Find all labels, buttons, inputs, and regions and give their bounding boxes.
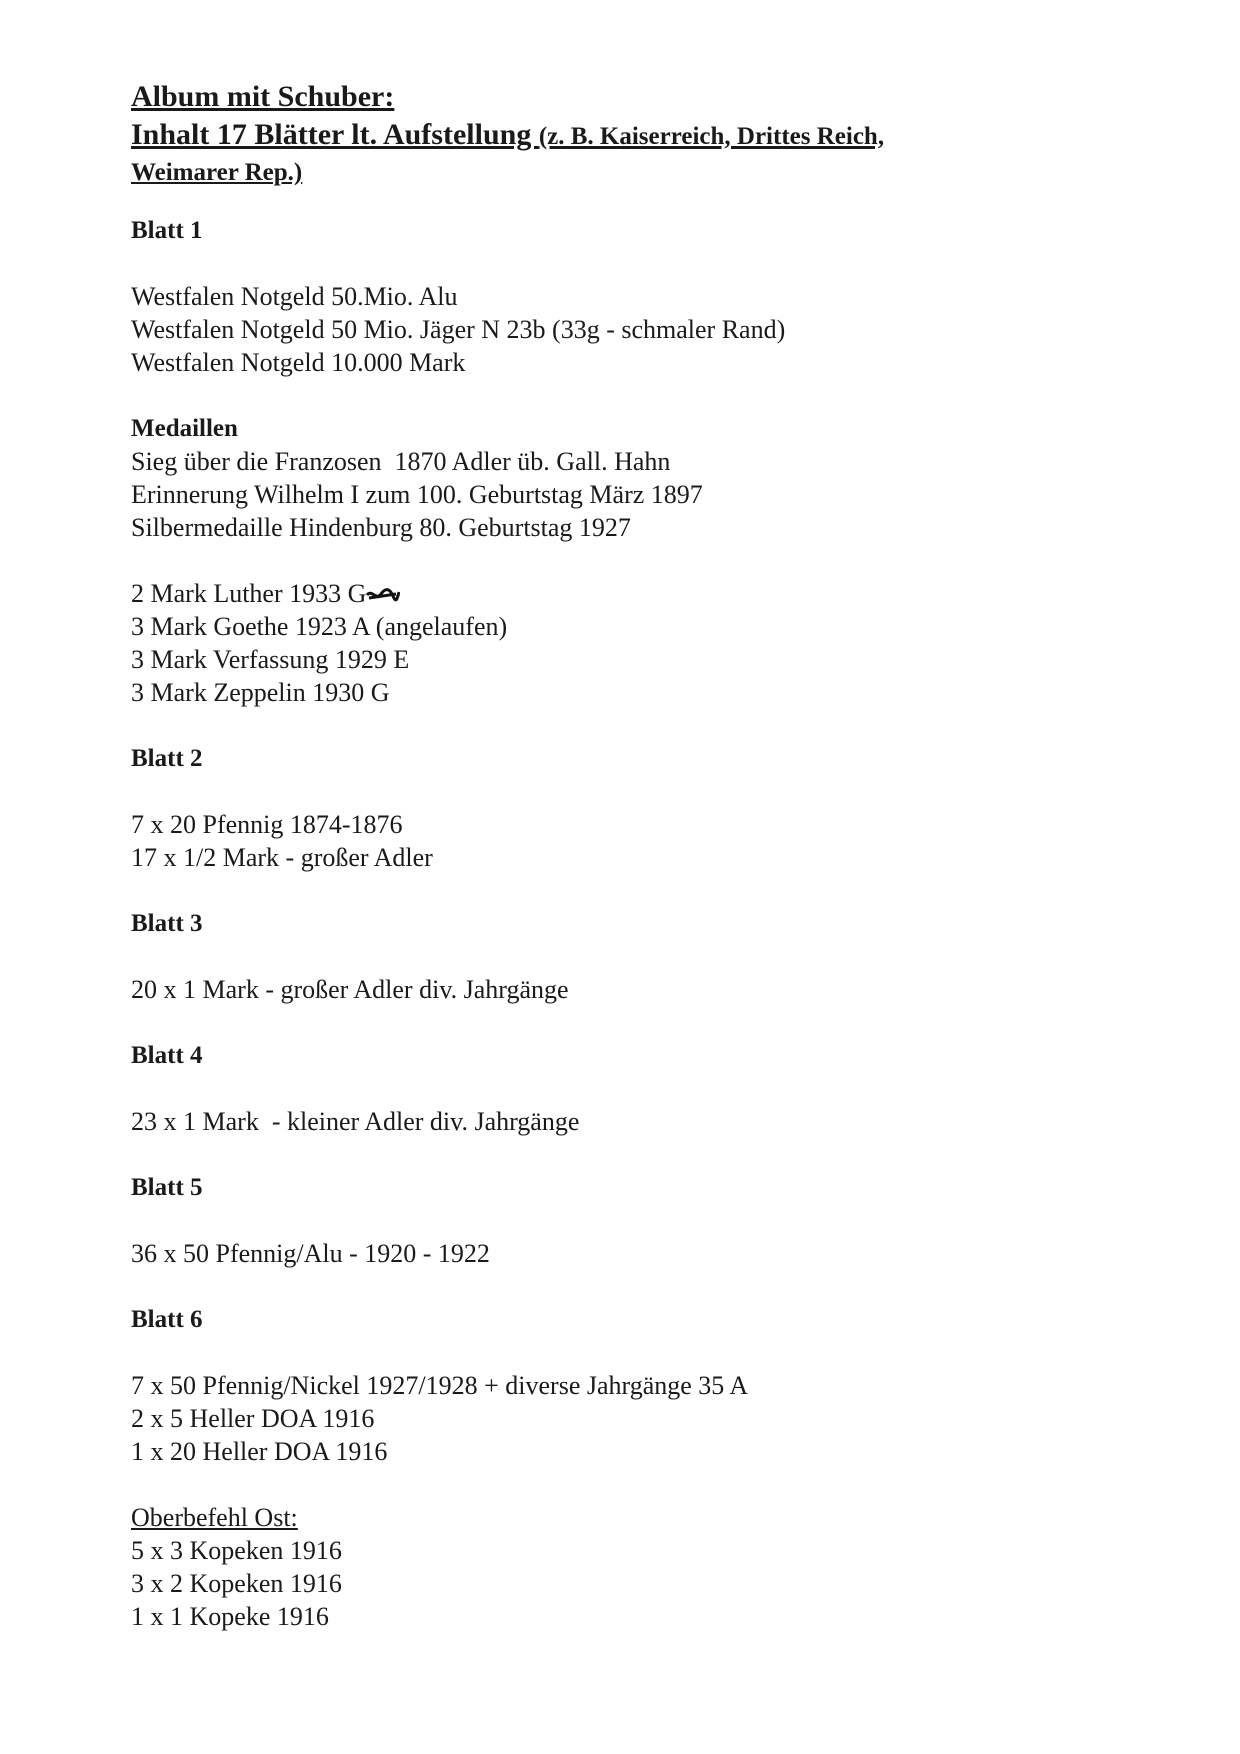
list-item: 36 x 50 Pfennig/Alu - 1920 - 1922	[131, 1239, 490, 1268]
document-title: Album mit Schuber:	[131, 80, 395, 113]
list-item: 7 x 20 Pfennig 1874-1876	[131, 810, 403, 839]
section-heading-blatt-3: Blatt 3	[131, 910, 203, 937]
subsection-heading-medaillen: Medaillen	[131, 415, 238, 442]
subtitle-parenthetical: (z. B. Kaiserreich, Drittes Reich,	[538, 123, 885, 150]
subtitle-main: Inhalt 17 Blätter lt. Aufstellung	[131, 118, 539, 151]
document-subtitle-continued: Weimarer Rep.)	[131, 159, 303, 186]
list-item: 23 x 1 Mark - kleiner Adler div. Jahrgänge	[131, 1107, 580, 1136]
list-item: Silbermedaille Hindenburg 80. Geburtstag 1927	[131, 513, 631, 542]
section-heading-blatt-2: Blatt 2	[131, 745, 203, 772]
section-heading-blatt-1: Blatt 1	[131, 217, 203, 244]
list-item: 7 x 50 Pfennig/Nickel 1927/1928 + diverse Jahrgänge 35 A	[131, 1371, 749, 1400]
document-page	[131, 78, 1131, 1633]
list-item: 1 x 1 Kopeke 1916	[131, 1602, 329, 1631]
scribble-mark-icon	[366, 586, 400, 604]
list-item: Erinnerung Wilhelm I zum 100. Geburtstag März 1897	[131, 480, 703, 509]
list-item: 2 x 5 Heller DOA 1916	[131, 1404, 375, 1433]
list-item: 17 x 1/2 Mark - großer Adler	[131, 843, 433, 872]
list-item: Westfalen Notgeld 10.000 Mark	[131, 348, 466, 377]
section-heading-blatt-5: Blatt 5	[131, 1174, 203, 1201]
list-item: 3 Mark Goethe 1923 A (angelaufen)	[131, 612, 508, 641]
list-item: 20 x 1 Mark - großer Adler div. Jahrgänge	[131, 975, 569, 1004]
list-item-text: 2 Mark Luther 1933 G	[131, 579, 367, 608]
list-item: Westfalen Notgeld 50.Mio. Alu	[131, 282, 458, 311]
list-item: 3 Mark Verfassung 1929 E	[131, 645, 410, 674]
subsection-heading-oberbefehl-ost: Oberbefehl Ost:	[131, 1503, 298, 1532]
list-item: 1 x 20 Heller DOA 1916	[131, 1437, 388, 1466]
list-item: 5 x 3 Kopeken 1916	[131, 1536, 342, 1565]
section-heading-blatt-6: Blatt 6	[131, 1306, 203, 1333]
list-item	[131, 577, 1131, 610]
list-item: Sieg über die Franzosen 1870 Adler üb. Gall. Hahn	[131, 447, 671, 476]
list-item: 3 x 2 Kopeken 1916	[131, 1569, 342, 1598]
document-subtitle	[131, 116, 1131, 156]
section-heading-blatt-4: Blatt 4	[131, 1042, 203, 1069]
list-item: 3 Mark Zeppelin 1930 G	[131, 678, 390, 707]
list-item: Westfalen Notgeld 50 Mio. Jäger N 23b (33g - schmaler Rand)	[131, 315, 786, 344]
